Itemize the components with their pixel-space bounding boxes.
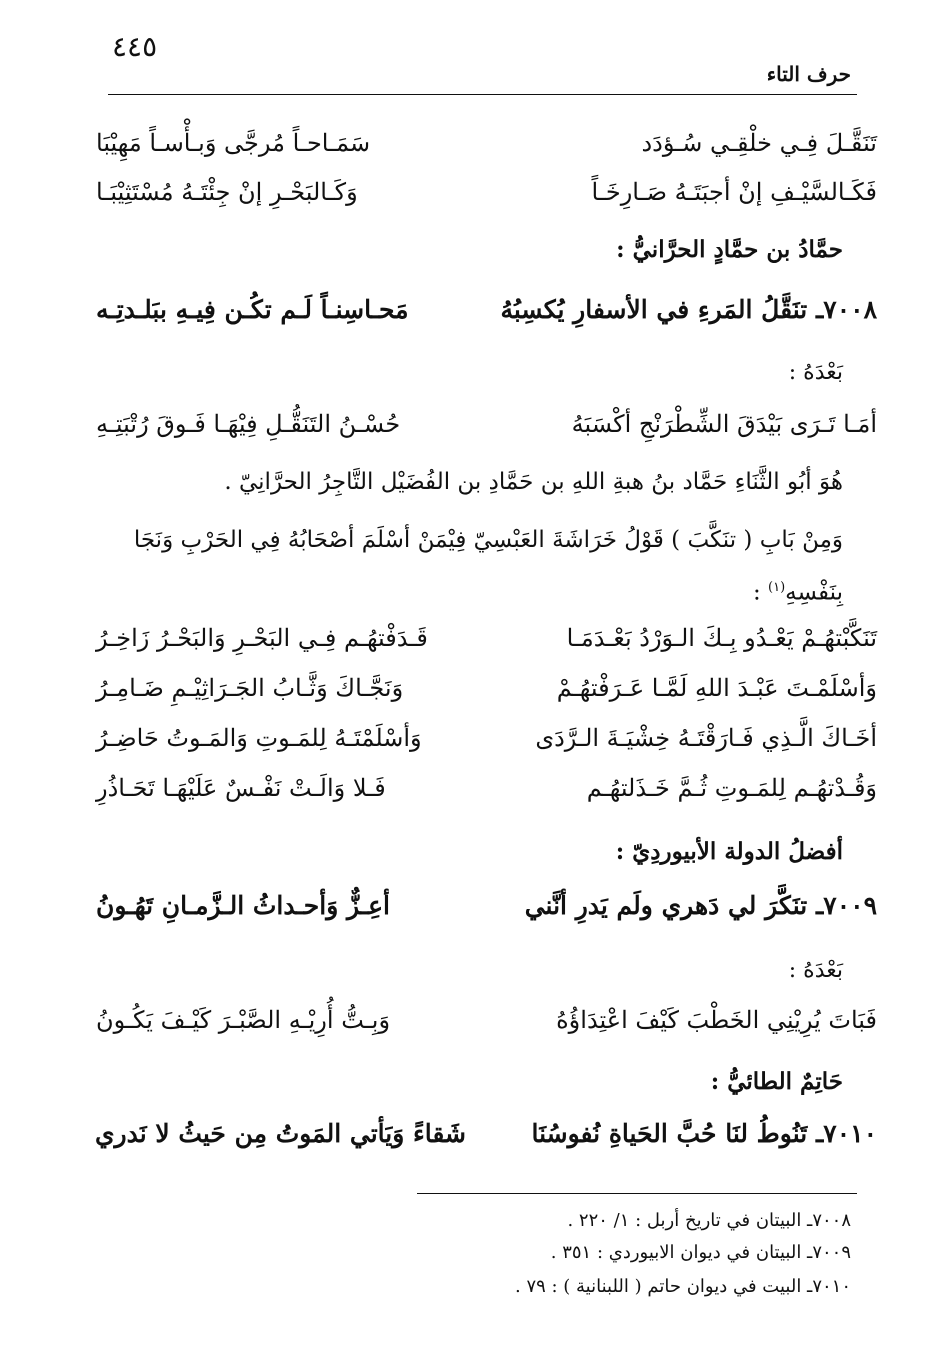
section-intro: وَمِنْ بَابِ ( تنَكَّبَ ) قَوْلُ خَرَاشَةَ العَبْسِيّ فِيْمَنْ أسْلَمَ أصْحَابُهُ فِي الحَرْبِ وَنَجَا <box>133 527 843 553</box>
first-hemistich-text: تنَكَّرَ لي دَهري ولَم يَدرِ أنَّني <box>524 891 808 920</box>
numbered-verse <box>96 886 877 926</box>
header-rule <box>108 94 857 95</box>
second-hemistich: وَأسْلَمْتَـهُ لِلمَـوتِ وَالمَـوتُ حَاضِـرُ <box>96 724 422 752</box>
verse-row <box>96 618 877 658</box>
verse-number: ٧٠٠٩ـ <box>815 891 877 920</box>
first-hemistich: أمَـا تَـرَى بَيْدَقَ الشِّطْرَنْجِ أكْسَبَهُ <box>571 410 877 438</box>
verse-number: ٧٠١٠ـ <box>815 1119 877 1148</box>
footnote: ٧٠١٠ـ البيت في ديوان حاتم ( اللبنانية ) : ٧٩ . <box>514 1276 851 1297</box>
poet-heading: أفضلُ الدولة الأبيوردِيّ : <box>615 838 843 865</box>
first-hemistich <box>507 1114 877 1154</box>
verse-row <box>96 768 877 808</box>
second-hemistich: وَنَجَّـاكَ وَثَّـابُ الجَـرَاثِيْـمِ ضَـامِـرُ <box>96 674 404 702</box>
poet-heading: حَاتِمٌ الطائيُّ : <box>710 1068 843 1095</box>
after-label: بَعْدَهُ : <box>788 360 843 385</box>
footnote-marker: (١) <box>768 580 786 595</box>
verse-row <box>96 1000 877 1040</box>
first-hemistich-text: تَنُوطُ لنَا حُبَّ الحَياةِ نُفوسُنَا <box>531 1119 808 1148</box>
first-hemistich: فَبَاتَ يُرِيْنِي الخَطْبَ كَيْفَ اعْتِدَاؤُهُ <box>556 1006 877 1034</box>
after-label: بَعْدَهُ : <box>788 958 843 983</box>
numbered-verse <box>96 290 877 330</box>
first-hemistich: فَكَـالسَّيْـفِ إنْ أجبَتَـهُ صَـارِخَـاً <box>591 178 877 206</box>
verse-row <box>96 172 877 212</box>
running-head: حرف التاء <box>766 62 851 86</box>
second-hemistich: حُسْـنُ التَنَقُّـلِ فِيْهَـا فَـوقَ رُتْبَتِـهِ <box>96 410 401 438</box>
first-hemistich <box>507 886 877 926</box>
first-hemistich-text: تنَقَّلُ المَرءِ في الأسفارِ يُكسِبُهُ <box>500 295 808 324</box>
section-intro-continued <box>96 568 843 613</box>
second-hemistich: مَحـاسِنـاً لَـم تكُـن فِيـهِ ببَلـدتِـه <box>96 295 409 324</box>
poet-heading: حمَّادُ بن حمَّادٍ الحرَّانيُّ : <box>616 236 843 263</box>
second-hemistich: شَقاءً وَيَأتي المَوتُ مِن حَيثُ لا نَدري <box>94 1119 466 1148</box>
first-hemistich: تَنَكَّبْتهُـمْ يَعْـدُو بِـكَ الـوَرْدُ بَعْـدَمَـا <box>566 624 877 652</box>
second-hemistich: سَمَـاحـاً مُرجَّى وَبـأْسـاً مَهِيْبَا <box>96 129 371 157</box>
first-hemistich: أخَـاكَ الَّـذِي فَـارَقْتَـهُ خِشْيَـةَ الـرَّدَى <box>535 724 877 752</box>
verse-row <box>96 718 877 758</box>
page-number: ٤٤٥ <box>112 30 158 63</box>
second-hemistich: فَـلا وَالَـتْ نَفْـسٌ عَلَيْهَـا تَحَـاذُرِ <box>96 774 386 802</box>
footnote: ٧٠٠٨ـ البيتان في تاريخ أربل : ١/ ٢٢٠ . <box>567 1210 851 1231</box>
first-hemistich: وَأسْلَمْـتَ عَبْـدَ اللهِ لَمَّـا عَـرَفْتهُـمْ <box>556 674 877 702</box>
section-intro-word: بِنَفْسِهِ <box>785 579 843 606</box>
second-hemistich: وَكَـالبَحْـرِ إنْ جِئْتَـهُ مُسْتَثِيْبَـا <box>96 178 358 206</box>
poet-biography: هُوَ أبُو الثَّنَاءِ حَمَّاد بنُ هبةِ اللهِ بن حَمَّادِ بن الفُضَيْل التَّاجِرُ الحرَّانِيّ . <box>224 469 843 495</box>
verse-row <box>96 123 877 163</box>
verse-row <box>96 668 877 708</box>
numbered-verse <box>96 1114 877 1154</box>
section-intro-colon: : <box>752 579 769 606</box>
second-hemistich: وَبِـتُّ أُرِيْـهِ الصَّبْـرَ كَيْـفَ يَكُـونُ <box>96 1006 391 1034</box>
first-hemistich: وَقُـدْتهُـم لِلمَـوتِ ثُـمَّ خَـذَلتهُـم <box>586 774 877 802</box>
second-hemistich: قَـدَفْتهُـم فِـي البَحْـرِ وَالبَحْـرُ زَاخِـرُ <box>96 624 428 652</box>
second-hemistich: أعِـزٌّ وَأحـداثُ الـزَّمـانِ تَهُـونُ <box>96 891 390 920</box>
verse-number: ٧٠٠٨ـ <box>815 295 877 324</box>
first-hemistich <box>500 290 877 330</box>
first-hemistich: تَنَقَّـلَ فِـي خلْقِـي سُـؤدَد <box>641 129 877 157</box>
footnote: ٧٠٠٩ـ البيتان في ديوان الابيوردي : ٣٥١ . <box>550 1242 851 1263</box>
verse-row <box>96 404 877 444</box>
footnote-rule <box>417 1193 857 1194</box>
